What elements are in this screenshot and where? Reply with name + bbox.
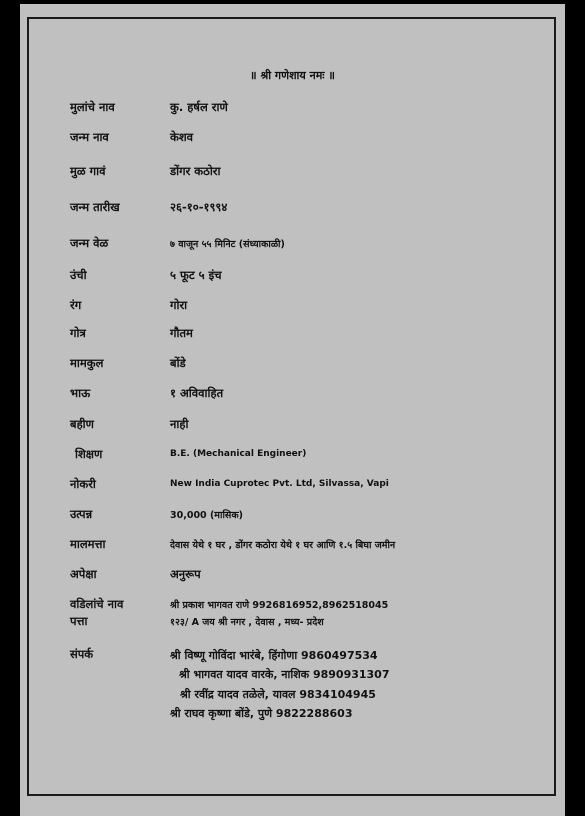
value-birth-time: ७ वाजून ५५ मिनिट (संध्याकाळी): [170, 239, 285, 250]
label-property: मालमत्ता: [70, 537, 106, 551]
value-address: १२३/ A जय श्री नगर , देवास , मध्य- प्रदेश: [170, 617, 324, 628]
value-native-village: डोंगर कठोरा: [170, 164, 221, 178]
value-property: देवास येथे १ घर , डोंगर कठोरा येथे १ घर आणि १.५ बिघा जमीन: [170, 540, 396, 551]
label-native-village: मुळ गावं: [70, 164, 106, 178]
value-maternal-clan: बोंडे: [170, 356, 186, 370]
value-father-name: श्री प्रकाश भागवत राणे 9926816952,8962518045: [170, 600, 389, 611]
label-income: उत्पन्न: [70, 507, 93, 521]
label-birth-name: जन्म नाव: [70, 130, 109, 144]
biodata-sheet: [20, 4, 565, 816]
value-complexion: गोरा: [170, 298, 188, 312]
label-address: पत्ता: [70, 614, 88, 628]
invocation-title: ॥ श्री गणेशाय नमः ॥: [250, 69, 335, 82]
label-education: शिक्षण: [75, 447, 103, 461]
label-birth-date: जन्म तारीख: [70, 200, 120, 214]
value-sister: नाही: [170, 417, 189, 431]
value-name: कु. हर्षल राणे: [170, 100, 228, 114]
value-expectation: अनुरूप: [170, 567, 201, 581]
value-birth-date: २६-१०-१९९४: [170, 200, 228, 214]
label-contact: संपर्क: [70, 647, 94, 661]
label-birth-time: जन्म वेळ: [70, 236, 109, 250]
label-gotra: गोत्र: [70, 326, 86, 340]
value-height: ५ फूट ५ इंच: [170, 268, 222, 282]
label-complexion: रंग: [70, 298, 82, 312]
contact-line: श्री रवींद्र यादव तळेले, यावल 9834104945: [180, 688, 376, 701]
value-job: New India Cuprotec Pvt. Ltd, Silvassa, Vapi: [170, 479, 389, 489]
label-father-name: वडिलांचे नाव: [70, 597, 124, 611]
value-income: 30,000 (मासिक): [170, 510, 243, 521]
contact-line: श्री भागवत यादव वारके, नाशिक 9890931307: [179, 668, 390, 681]
label-job: नोकरी: [70, 477, 96, 491]
label-name: मुलांचे नाव: [70, 100, 115, 114]
contact-line: श्री विष्णू गोविंदा भारंबे, हिंगोणा 9860497534: [170, 649, 378, 662]
label-expectation: अपेक्षा: [70, 567, 97, 581]
label-maternal-clan: मामकुल: [70, 356, 104, 370]
value-education: B.E. (Mechanical Engineer): [170, 449, 307, 459]
value-birth-name: केशव: [170, 130, 194, 144]
value-gotra: गौतम: [170, 326, 193, 340]
label-brother: भाऊ: [70, 386, 91, 400]
label-sister: बहीण: [70, 417, 94, 431]
value-brother: १ अविवाहित: [170, 386, 224, 400]
contact-line: श्री राघव कृष्णा बोंडे, पुणे 9822288603: [170, 707, 353, 720]
label-height: उंची: [70, 268, 87, 282]
